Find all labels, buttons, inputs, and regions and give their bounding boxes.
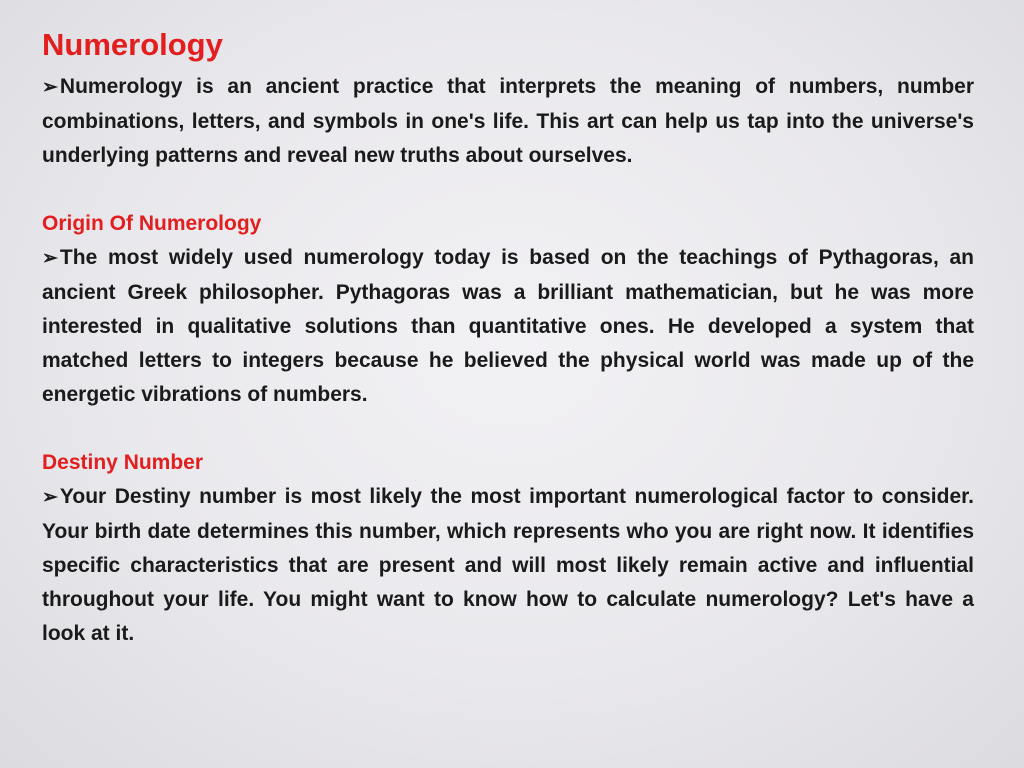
intro-paragraph [42, 70, 974, 173]
intro-text: Numerology is an ancient practice that interprets the meaning of numbers, number combinations, letters, and symbols in one's life. This art can help us tap into the universe's underlying patterns and reveal new truths about ourselves. [42, 75, 974, 167]
section-heading-origin: Origin Of Numerology [42, 212, 262, 235]
origin-paragraph [42, 241, 974, 412]
spacer [42, 173, 974, 207]
arrow-bullet-icon: ➢ [42, 77, 58, 98]
destiny-text: Your Destiny number is most likely the most important numerological factor to consider. Your birth date determines this number, which represents who you are right now. It identifies specific characteristics that are present and will most likely remain active and influential throughout your life. You might want to know how to calculate numerology? Let's have a look at it. [42, 485, 974, 645]
arrow-bullet-icon: ➢ [42, 248, 58, 269]
section-heading-destiny: Destiny Number [42, 451, 204, 474]
spacer [42, 412, 974, 446]
destiny-paragraph [42, 480, 974, 651]
page-title: Numerology [42, 27, 223, 62]
origin-text: The most widely used numerology today is based on the teachings of Pythagoras, an ancient Greek philosopher. Pythagoras was a brilliant mathematician, but he was more interested in qualitative solutions than quantitative ones. He developed a system that matched letters to integers because he believed the physical world was made up of the energetic vibrations of numbers. [42, 246, 974, 406]
slide-content [42, 24, 974, 651]
arrow-bullet-icon: ➢ [42, 487, 58, 508]
